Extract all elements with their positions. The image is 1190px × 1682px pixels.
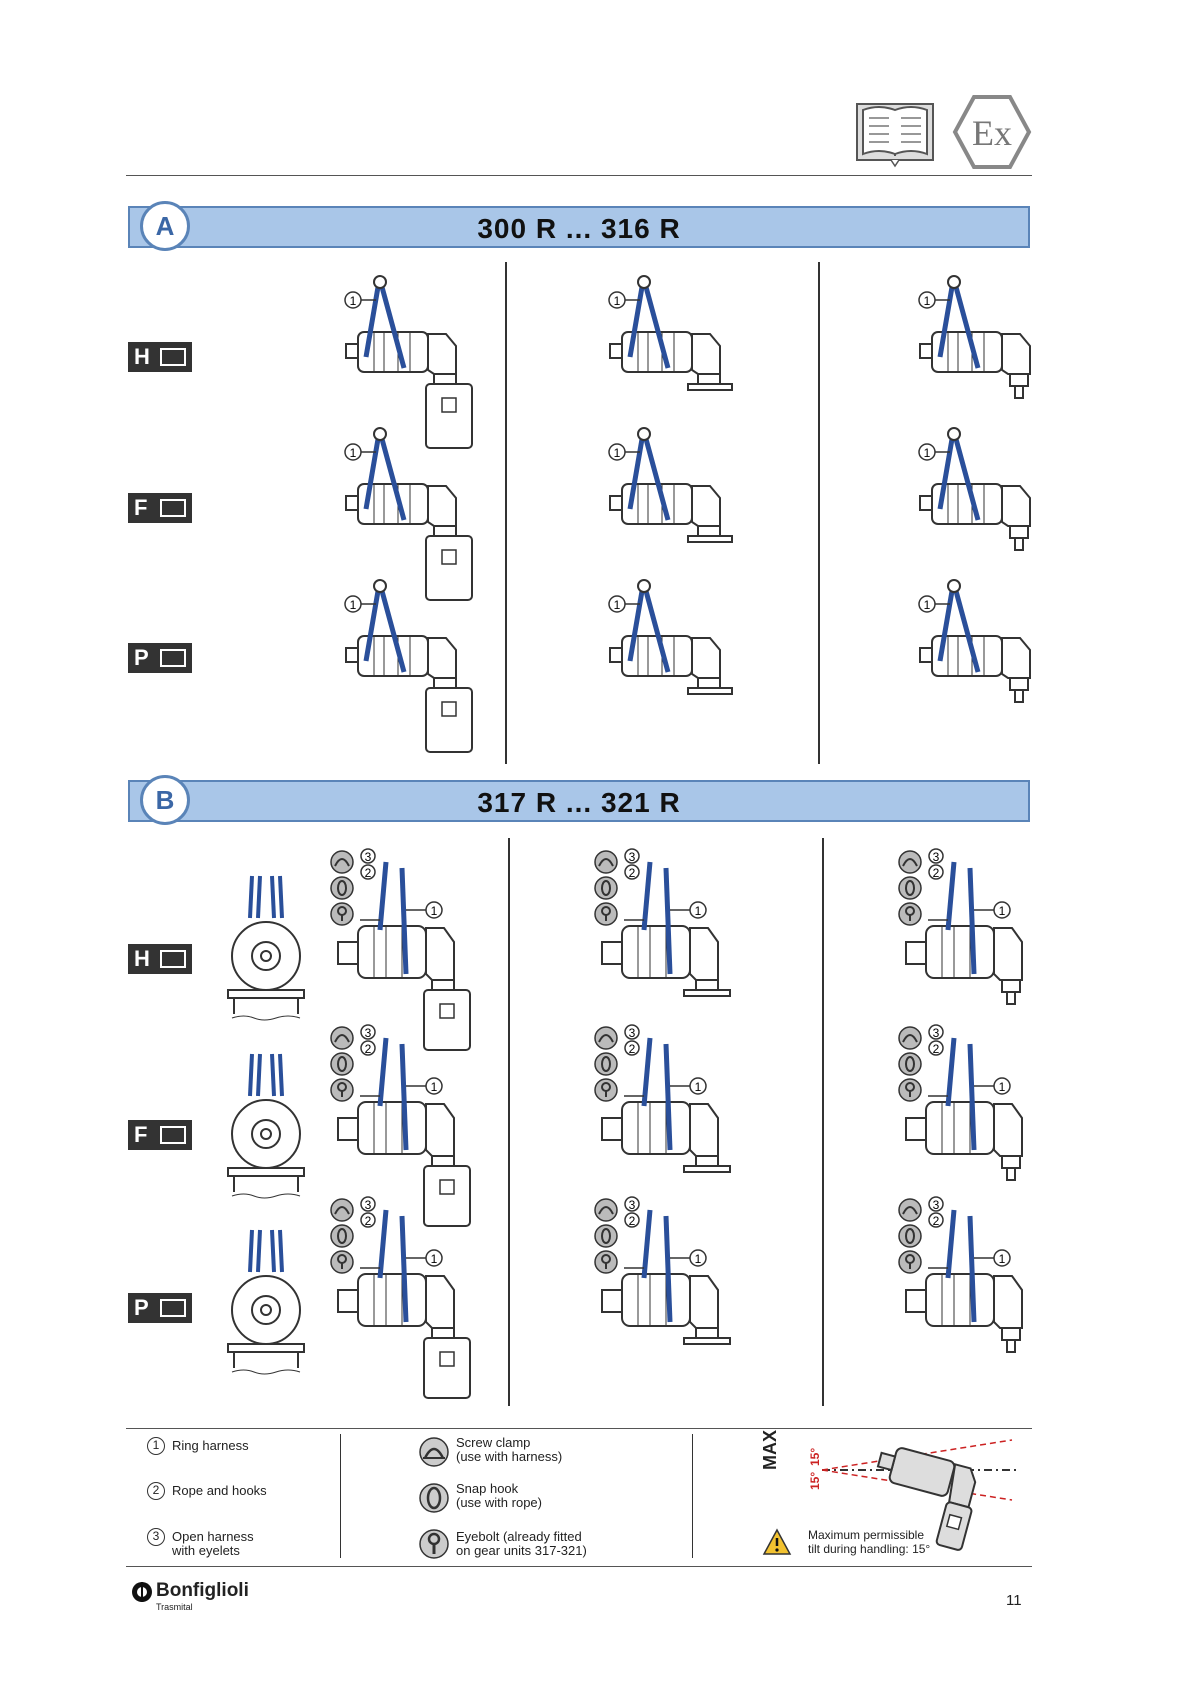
figure-b-p-shaft	[898, 1192, 1048, 1362]
ex-label: Ex	[972, 113, 1012, 153]
snap-hook-icon	[418, 1482, 450, 1514]
legend-tilt-1: Maximum permissible	[808, 1528, 925, 1542]
mount-p-b: P	[128, 1293, 192, 1323]
section-b-title: 317 R ... 321 R	[477, 787, 681, 818]
mount-h-b: H	[128, 944, 192, 974]
tilt-angle-down: 15°	[808, 1471, 822, 1490]
figure-a-h-shaft	[912, 262, 1062, 412]
brand-sub: Trasmital	[156, 1602, 193, 1612]
front-view-p	[214, 1222, 324, 1382]
section-a-divider-1	[505, 262, 507, 764]
atex-ex-icon	[952, 94, 1032, 170]
legend-open-harness-2: with eyelets	[172, 1543, 240, 1558]
manual-book-icon	[855, 96, 935, 168]
section-a-bar	[128, 206, 1030, 248]
legend-divider-2	[692, 1434, 693, 1558]
warning-icon	[762, 1528, 792, 1556]
mount-h-a: H	[128, 342, 192, 372]
section-b-divider-1	[508, 838, 510, 1406]
legend-open-harness-1: Open harness	[172, 1529, 254, 1544]
section-b-divider-2	[822, 838, 824, 1406]
page-number: 11	[1006, 1592, 1022, 1609]
figure-a-f-flange	[602, 414, 752, 554]
section-a-divider-2	[818, 262, 820, 764]
section-b-badge: B	[140, 775, 190, 825]
brand-logo-icon	[130, 1580, 154, 1604]
legend-eyebolt-2: on gear units 317-321)	[456, 1543, 587, 1558]
figure-b-p-motor	[330, 1192, 480, 1407]
front-view-f	[214, 1046, 324, 1206]
figure-a-h-flange	[602, 262, 752, 402]
legend-ring-harness: Ring harness	[172, 1438, 249, 1453]
tilt-angle-up: 15°	[808, 1447, 822, 1466]
figure-a-p-shaft	[912, 566, 1062, 716]
brand-name: Bonfiglioli	[156, 1580, 249, 1601]
section-a-title: 300 R ... 316 R	[477, 213, 681, 244]
mount-p-a: P	[128, 643, 192, 673]
figure-b-p-flange	[594, 1192, 744, 1352]
section-b-bar	[128, 780, 1030, 822]
legend-bottom-rule	[126, 1566, 1032, 1567]
header-rule	[126, 175, 1032, 176]
eyebolt-icon	[418, 1528, 450, 1560]
legend-top-rule	[126, 1428, 1032, 1429]
figure-b-h-shaft	[898, 844, 1048, 1014]
figure-a-p-flange	[602, 566, 752, 706]
legend-screw-clamp-1: Screw clamp	[456, 1435, 531, 1450]
legend-rope-hooks: Rope and hooks	[172, 1483, 267, 1498]
legend-num-1: 1	[147, 1437, 165, 1455]
mount-f-b: F	[128, 1120, 192, 1150]
front-view-h	[214, 868, 324, 1028]
figure-a-p-motor	[338, 566, 488, 766]
figure-b-h-flange	[594, 844, 744, 1004]
screw-clamp-icon	[418, 1436, 450, 1468]
figure-b-f-flange	[594, 1020, 744, 1180]
figure-b-f-shaft	[898, 1020, 1048, 1190]
mount-f-a: F	[128, 493, 192, 523]
tilt-max-label: MAX	[760, 1430, 780, 1470]
section-a-badge: A	[140, 201, 190, 251]
legend-eyebolt-1: Eyebolt (already fitted	[456, 1529, 582, 1544]
legend-snap-hook-2: (use with rope)	[456, 1495, 542, 1510]
legend-divider-1	[340, 1434, 341, 1558]
figure-a-f-shaft	[912, 414, 1062, 564]
legend-snap-hook-1: Snap hook	[456, 1481, 519, 1496]
legend-screw-clamp-2: (use with harness)	[456, 1449, 563, 1464]
legend-num-2: 2	[147, 1482, 165, 1500]
legend-tilt-2: tilt during handling: 15°	[808, 1542, 931, 1556]
legend-num-3: 3	[147, 1528, 165, 1546]
